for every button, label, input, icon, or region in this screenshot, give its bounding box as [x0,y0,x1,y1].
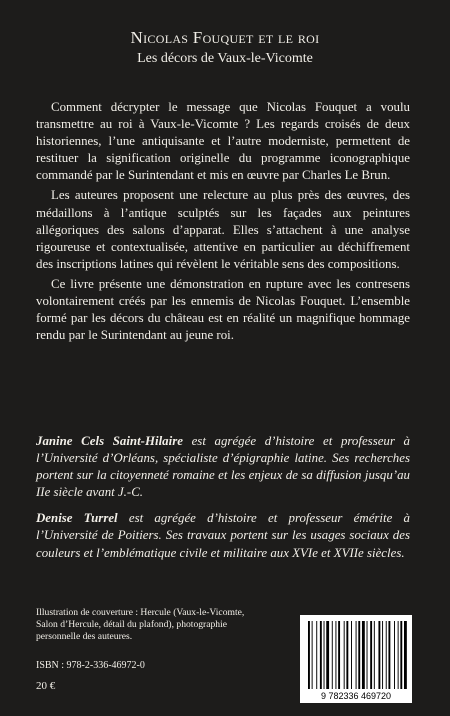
barcode-bar [312,621,313,689]
barcode-bar [400,621,402,689]
barcode-bar [358,621,360,689]
barcode-bar [326,621,329,689]
barcode-bar [362,621,365,689]
barcode-image [300,615,412,703]
barcode-bar [320,621,322,689]
barcode-bar [367,621,368,689]
synopsis [36,99,410,347]
author-name: Denise Turrel [36,511,118,526]
barcode-bar [382,621,383,689]
barcode-bar [324,621,325,689]
barcode-bar [351,621,352,689]
author-bios [36,433,410,571]
price: 20 € [36,680,56,692]
barcode-bar [335,621,336,689]
barcode-bar [356,621,357,689]
cover-credit: Illustration de couverture : Hercule (Vaux-le-Vicomte, Salon d’Hercule, détail du plafond), photographie personnelle des auteures. [36,607,245,642]
barcode-bar [344,621,345,689]
barcode-bar [346,621,348,689]
barcode-bar [308,621,310,689]
barcode [300,615,412,703]
barcode-bar [386,621,387,689]
synopsis-paragraph: Les auteures proposent une relecture au plus près des œuvres, des médaillons à l’antique sculptés sur les façades aux peintures allégoriques des salons d’apparat. Elles s’attachent à une analyse rigoureuse et contextualisée, attentive en particulier au déchiffrement des inscriptions latines qui révèlent le véritable sens des compositions. [36,188,410,271]
barcode-bar [374,621,375,689]
author-name: Janine Cels Saint-Hilaire [36,434,183,448]
isbn: ISBN : 978-2-336-46972-0 [36,660,145,671]
author-bio [36,433,410,501]
author-description: est agrégée d’histoire et professeur à l’Université d’Orléans, spécialiste d’épigraphie latine. Ses recherches portent sur la citoyenneté romaine et les enjeux de sa diffusion jusqu’au IIe siècle avant J.-C. [36,434,410,500]
barcode-bar [388,621,390,689]
book-subtitle: Les décors de Vaux-le-Vicomte [137,51,313,66]
synopsis-paragraph: Comment décrypter le message que Nicolas Fouquet a voulu transmettre au roi à Vaux-le-Vicomte ? Les regards croisés de deux historiennes, l’une antiquisante et l’autre moderniste, permettent de restituer la signification originelle du programme iconographique commandé par le Surintendant et mis en œuvre par Charles Le Brun. [36,100,410,183]
book-title: Nicolas Fouquet et le roi [130,28,320,47]
barcode-bar [378,621,380,689]
barcode-bar [338,621,340,689]
barcode-bar [398,621,399,689]
barcode-bar [316,621,317,689]
barcode-bar [370,621,372,689]
barcode-number: 9 782336 469720 [320,691,392,701]
barcode-bar [394,621,395,689]
author-bio [36,510,410,561]
author-description: est agrégée d’histoire et professeur émérite à l’Université de Poitiers. Ses travaux portent sur les usages sociaux des couleurs et l’emblématique civile et militaire aux XVIe et XVIIe siècles. [36,511,410,560]
synopsis-paragraph: Ce livre présente une démonstration en rupture avec les contresens volontairement créés par les ennemis de Nicolas Fouquet. L’ensemble formé par les décors du château est en réalité un magnifique hommage rendu par le Surintendant au jeune roi. [36,276,410,343]
barcode-bar [332,621,333,689]
barcode-bar [404,621,407,689]
